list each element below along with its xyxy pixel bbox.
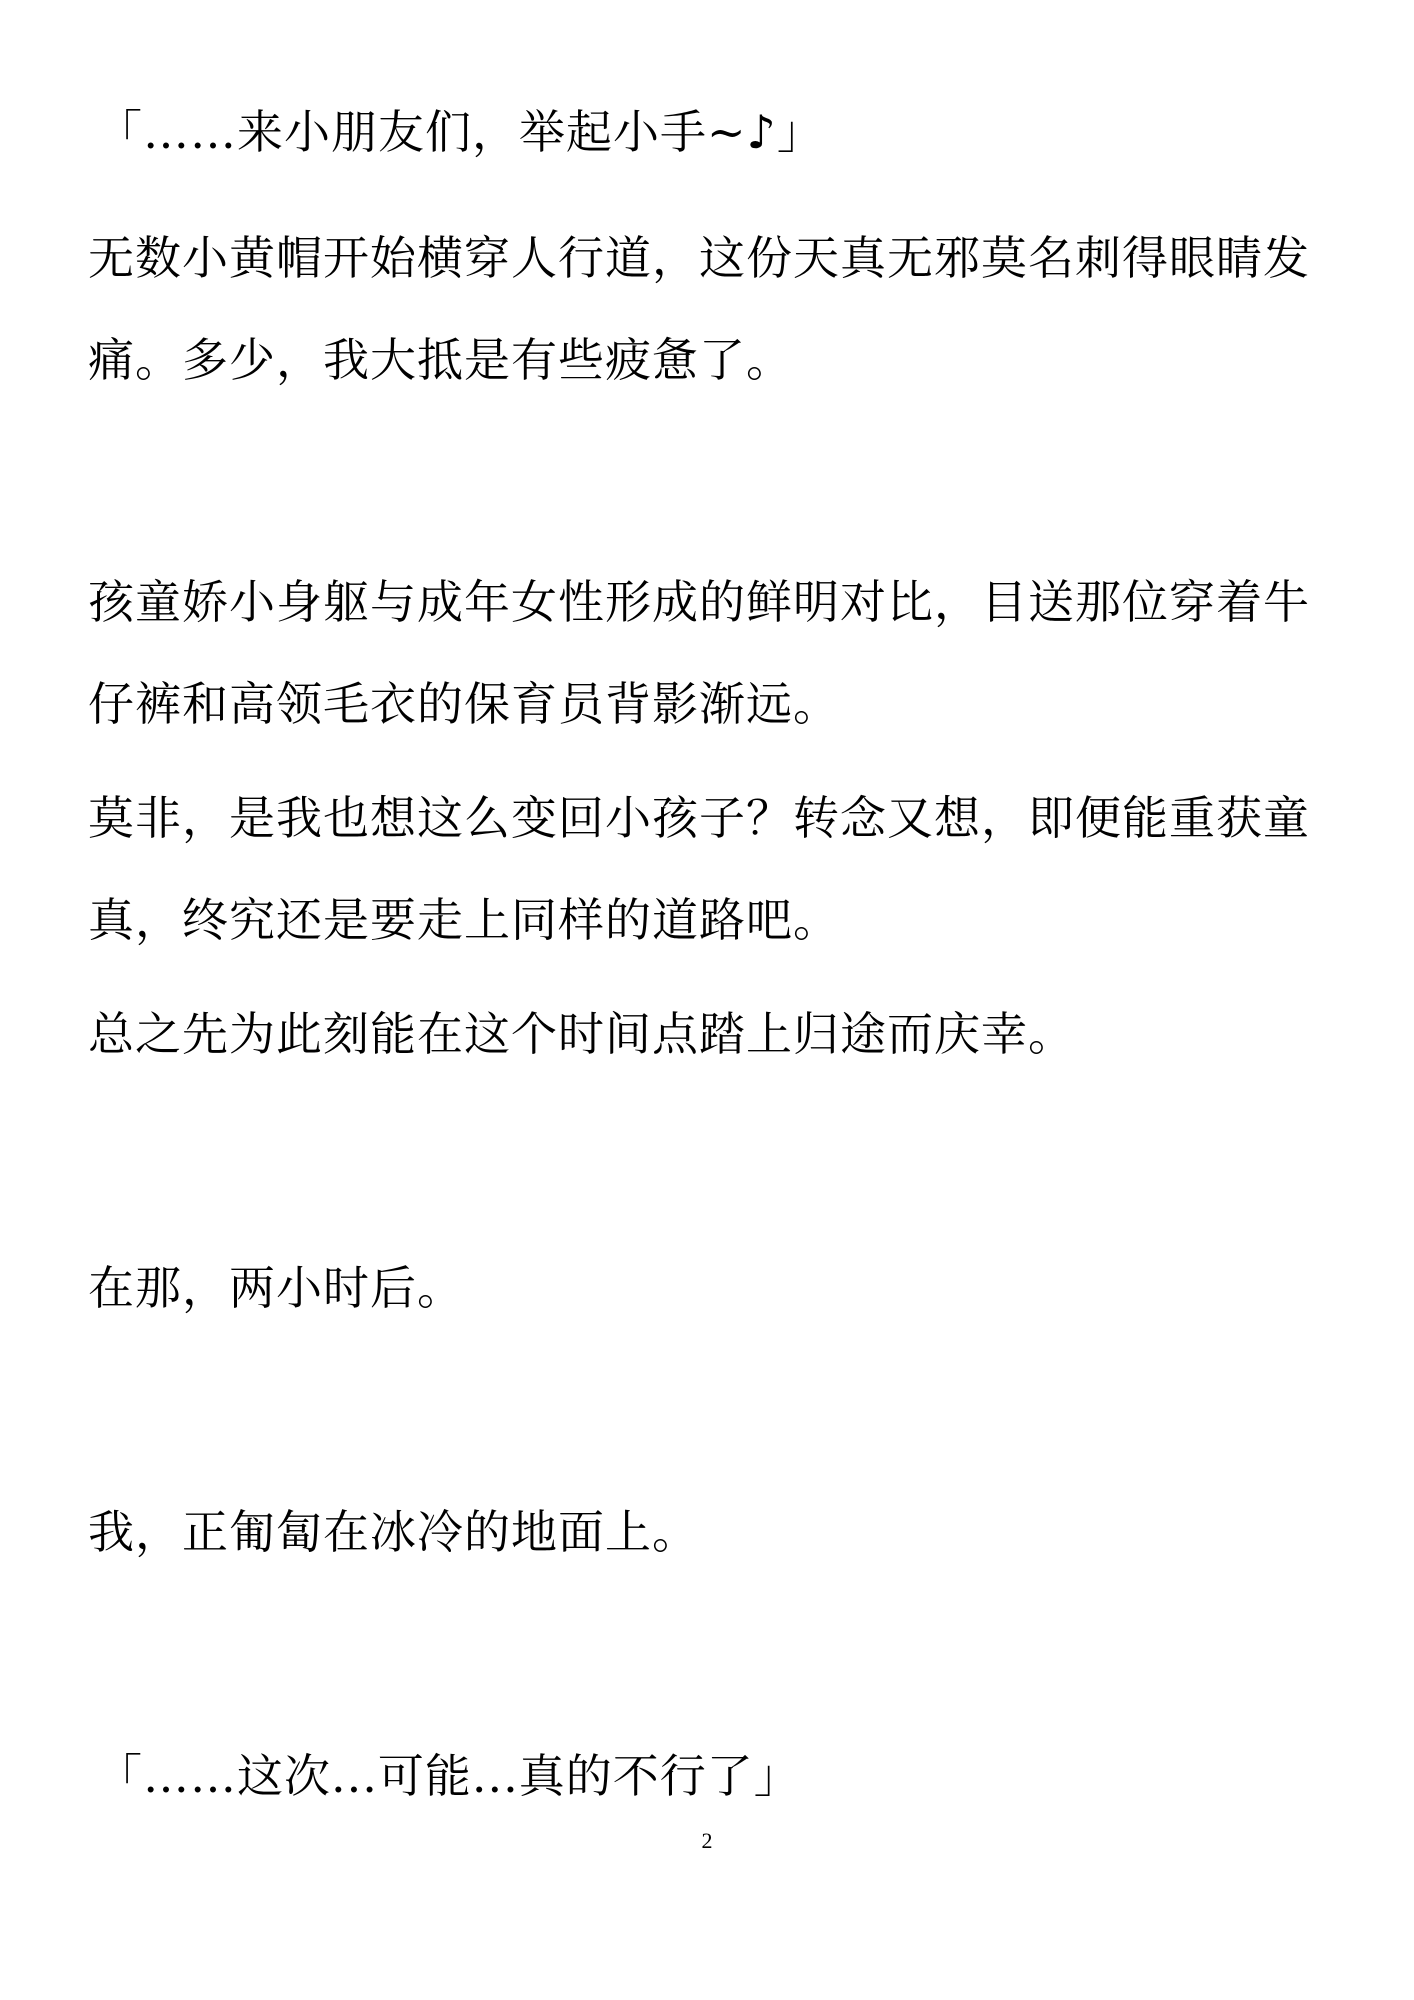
paragraph-line: 我，正匍匐在冰冷的地面上。 <box>88 1505 699 1559</box>
paragraph-line: 在那，两小时后。 <box>88 1261 464 1315</box>
paragraph-line: 总之先为此刻能在这个时间点踏上归途而庆幸。 <box>88 1007 1075 1061</box>
dialogue-line: 「……来小朋友们，举起小手~♪」 <box>96 105 824 159</box>
paragraph-line: 痛。多少，我大抵是有些疲惫了。 <box>88 333 793 387</box>
paragraph-line: 无数小黄帽开始横穿人行道，这份天真无邪莫名刺得眼睛发 <box>88 231 1310 285</box>
paragraph-line: 莫非，是我也想这么变回小孩子？转念又想，即便能重获童 <box>88 791 1310 845</box>
page-number: 2 <box>701 1828 713 1853</box>
dialogue-line: 「……这次...可能...真的不行了」 <box>96 1749 801 1803</box>
paragraph-line: 孩童娇小身躯与成年女性形成的鲜明对比，目送那位穿着牛 <box>88 575 1310 629</box>
paragraph-line: 真，终究还是要走上同样的道路吧。 <box>88 893 840 947</box>
paragraph-line: 仔裤和高领毛衣的保育员背影渐远。 <box>88 677 840 731</box>
